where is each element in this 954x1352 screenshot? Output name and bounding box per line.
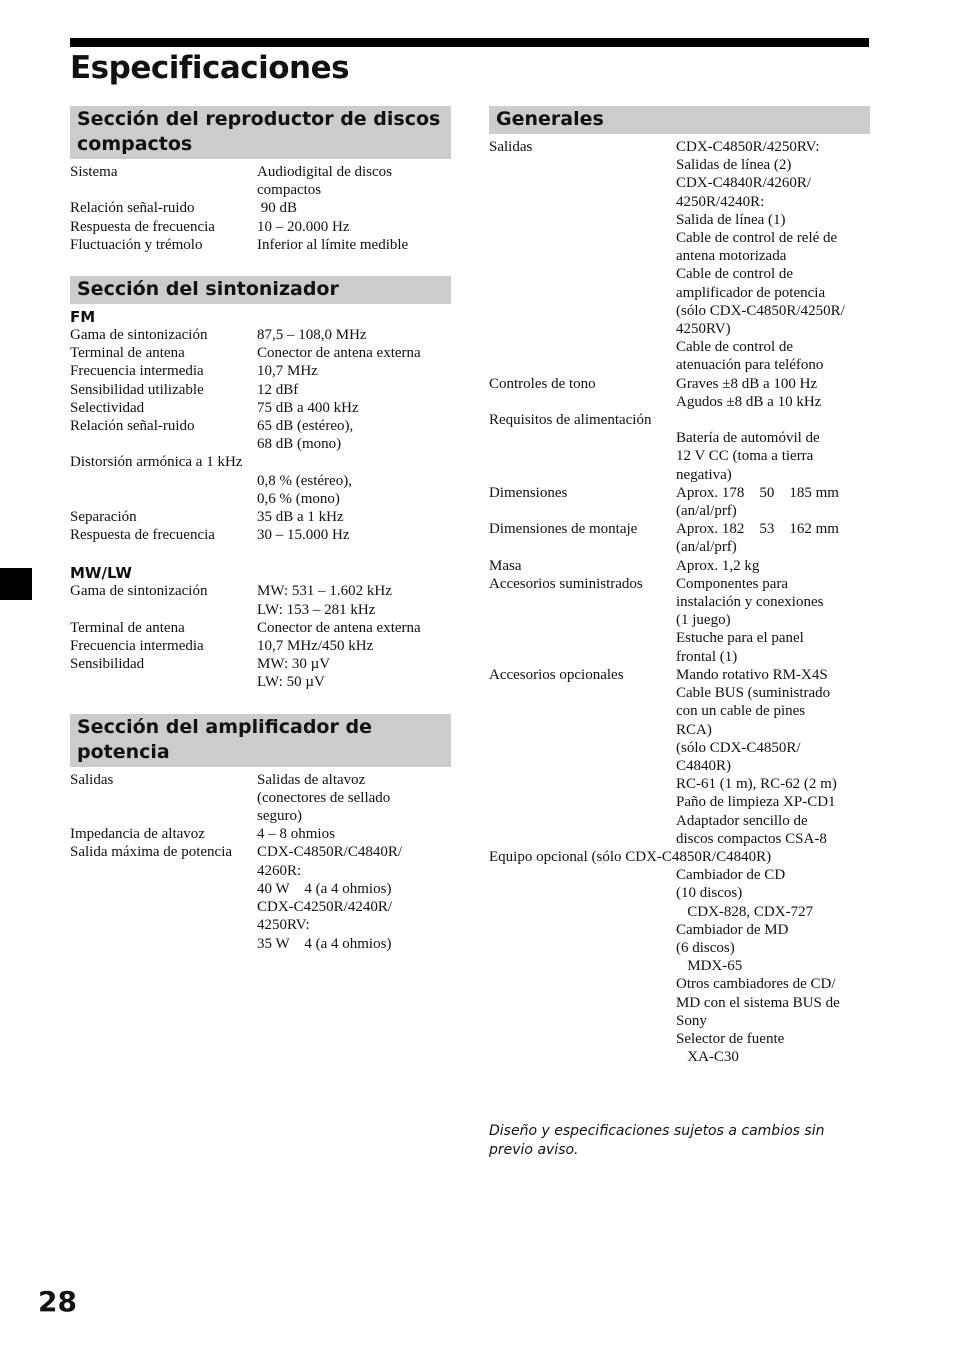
spec-row [489,484,870,502]
spec-row-continuation [70,880,451,898]
spec-row-continuation [489,284,870,302]
spec-value: 87,5 – 108,0 MHz [257,327,367,344]
spec-label: Respuesta de frecuencia [70,218,215,235]
spec-row-continuation [489,247,870,265]
spec-value: LW: 50 µV [257,674,325,691]
spec-row-continuation [489,957,870,975]
section-heading: Sección del reproductor de discos compactos [70,106,451,159]
spec-list [70,326,451,544]
spec-row [70,619,451,637]
spec-row-continuation [70,435,451,453]
spec-row-continuation [70,862,451,880]
spec-row [70,163,451,181]
spec-value: 4250RV) [676,321,731,338]
spec-value: 90 dB [257,200,298,217]
spec-row-continuation [489,174,870,192]
spec-value: Componentes para [676,575,789,592]
spec-row-continuation [489,975,870,993]
spec-row-continuation [489,1030,870,1048]
spec-value: Adaptador sencillo de [676,812,808,829]
spec-row [70,637,451,655]
footnote: Diseño y especificaciones sujetos a cambios sin previo aviso. [489,1123,825,1158]
spec-label: Masa [489,557,522,574]
spec-row [489,666,870,684]
spec-value: RCA) [676,721,712,738]
spec-row-continuation [489,429,870,447]
spec-value: LW: 153 – 281 kHz [257,601,376,618]
spec-value: 40 W 4 (a 4 ohmios) [257,880,392,897]
spec-value: CDX-C4850R/C4840R/ [257,844,403,861]
spec-label: Dimensiones de montaje [489,521,638,538]
spec-value: (1 juego) [676,612,731,629]
spec-label: Respuesta de frecuencia [70,527,215,544]
spec-row-continuation [70,789,451,807]
spec-row-continuation [489,903,870,921]
spec-value: MW: 531 – 1.602 kHz [257,583,392,600]
spec-value: 65 dB (estéreo), [257,418,354,435]
spec-row-continuation [489,338,870,356]
spec-label: Fluctuación y trémolo [70,236,203,253]
spec-value: 12 V CC (toma a tierra [676,448,814,465]
spec-label: Separación [70,509,137,526]
spec-value: Salidas de línea (2) [676,157,792,174]
spec-value: Sony [676,1012,707,1029]
spec-row-continuation [489,356,870,374]
spec-value: 0,6 % (mono) [257,490,340,507]
spec-row [70,399,451,417]
spec-row-continuation [489,866,870,884]
section-heading: Sección del sintonizador [70,276,451,304]
spec-value: Cable de control de [676,266,794,283]
spec-row-continuation [489,629,870,647]
spec-row-continuation [489,538,870,556]
right-column [489,106,870,1088]
spec-value: Cable de control de relé de [676,230,838,247]
page-number: 28 [38,1285,77,1318]
spec-row [70,381,451,399]
spec-row-continuation [489,211,870,229]
spec-value: antena motorizada [676,248,787,265]
spec-value: C4840R) [676,757,732,774]
spec-row-continuation [489,939,870,957]
spec-value: 10,7 MHz [257,363,318,380]
spec-row [70,362,451,380]
spec-value: 10 – 20.000 Hz [257,218,350,235]
spec-value: 35 W 4 (a 4 ohmios) [257,935,392,952]
spec-label: Accesorios suministrados [489,575,643,592]
spec-label: Relación señal-ruido [70,418,195,435]
spec-row-continuation [489,593,870,611]
spec-row-continuation [489,812,870,830]
spec-row [70,582,451,600]
spec-row [489,575,870,593]
spec-row-continuation [489,156,870,174]
spec-value: (10 discos) [676,885,743,902]
spec-row-continuation [489,921,870,939]
spec-row-continuation [70,490,451,508]
spec-value: CDX-C4850R/4250RV: [676,139,820,155]
spec-row [70,526,451,544]
spec-row-continuation [489,994,870,1012]
spec-row [70,825,451,843]
spec-row [70,417,451,435]
spec-value: CDX-828, CDX-727 [676,903,814,920]
spec-row [70,453,451,471]
spec-value: (an/al/prf) [676,503,737,520]
spec-value: Graves ±8 dB a 100 Hz [676,375,818,392]
spec-value: Aprox. 1,2 kg [676,557,760,574]
section-general [489,106,870,1066]
spec-label: Accesorios opcionales [489,666,624,683]
spec-row-continuation [489,265,870,283]
left-column [70,106,451,975]
spec-row-continuation [489,721,870,739]
spec-value: Conector de antena externa [257,619,421,636]
spec-value: Audiodigital de discos [257,164,392,180]
spec-value: Cable de control de [676,339,794,356]
spec-value: (an/al/prf) [676,539,737,556]
spec-value: XA-C30 [676,1049,739,1066]
spec-value: (sólo CDX-C4850R/ [676,739,801,756]
spec-label: Salidas [70,771,114,788]
spec-row-continuation [70,935,451,953]
spec-row-continuation [70,181,451,199]
spec-row-continuation [70,807,451,825]
spec-value: Otros cambiadores de CD/ [676,976,836,993]
spec-label: Distorsión armónica a 1 kHz [70,454,243,471]
spec-row-continuation [489,775,870,793]
spec-row-continuation [489,393,870,411]
spec-row [489,138,870,156]
spec-value: Mando rotativo RM-X4S [676,666,828,683]
spec-value: MDX-65 [676,958,743,975]
spec-row-continuation [489,739,870,757]
spec-value: seguro) [257,808,302,825]
spec-row [70,655,451,673]
spec-value: atenuación para teléfono [676,357,824,374]
spec-value: compactos [257,182,322,199]
spec-label: Salida máxima de potencia [70,844,233,861]
spec-label: Selectividad [70,399,145,416]
spec-row [70,771,451,789]
spec-label: Gama de sintonización [70,583,208,600]
spec-value: MW: 30 µV [257,656,331,673]
spec-list [70,163,451,254]
spec-row-continuation [70,898,451,916]
spec-label: Sensibilidad utilizable [70,381,204,398]
spec-row-continuation [489,757,870,775]
spec-value: Batería de automóvil de [676,430,820,447]
spec-row [70,843,451,861]
spec-label: Equipo opcional (sólo CDX-C4850R/C4840R) [489,848,772,865]
spec-value: RC-61 (1 m), RC-62 (2 m) [676,776,837,793]
spec-row-continuation [489,229,870,247]
spec-value: Paño de limpieza XP-CD1 [676,794,836,811]
spec-value: 0,8 % (estéreo), [257,472,352,489]
spec-value: Aprox. 182 53 162 mm [676,521,839,538]
spec-value: 12 dBf [257,381,299,398]
spec-label: Dimensiones [489,484,568,501]
spec-row-continuation [489,302,870,320]
spec-value: 4250R/4240R: [676,193,765,210]
spec-row [489,411,870,429]
spec-value: MD con el sistema BUS de [676,994,840,1011]
spec-row-continuation [489,466,870,484]
spec-value: 4 – 8 ohmios [257,826,335,843]
spec-value: CDX-C4250R/4240R/ [257,899,393,916]
spec-row-continuation [489,193,870,211]
spec-row [489,375,870,393]
spec-list [489,138,870,1066]
spec-label: Controles de tono [489,375,596,392]
spec-row-continuation [489,1012,870,1030]
section-cd-player [70,106,451,254]
spec-row-continuation [489,320,870,338]
section-power-amplifier [70,714,451,953]
spec-value: 30 – 15.000 Hz [257,527,350,544]
spec-row-continuation [489,502,870,520]
spec-row [70,326,451,344]
spec-value: Agudos ±8 dB a 10 kHz [676,393,822,410]
spec-label: Frecuencia intermedia [70,363,204,380]
spec-row [489,848,870,866]
spec-value: Inferior al límite medible [257,236,409,253]
spec-value: 4250RV: [257,917,310,934]
spec-value: con un cable de pines [676,703,806,720]
spec-label: Relación señal-ruido [70,200,195,217]
spec-row [489,520,870,538]
spec-row-continuation [489,684,870,702]
spec-row-continuation [489,884,870,902]
spec-row [70,218,451,236]
spec-label: Impedancia de altavoz [70,826,205,843]
spec-row-continuation [489,702,870,720]
spec-row-continuation [70,601,451,619]
spec-value: 75 dB a 400 kHz [257,399,359,416]
spec-value: Conector de antena externa [257,345,421,362]
spec-value: 68 dB (mono) [257,436,342,453]
subheading-fm: FM [70,308,96,327]
spec-value: Estuche para el panel [676,630,804,647]
spec-value: discos compactos CSA-8 [676,830,827,847]
spec-row-continuation [70,472,451,490]
spec-value: Cambiador de CD [676,867,786,884]
spec-row [70,236,451,254]
spec-value: negativa) [676,466,732,483]
section-heading: Sección del amplificador de potencia [70,714,451,767]
spec-value: instalación y conexiones [676,594,824,611]
spec-row [70,508,451,526]
spec-value: frontal (1) [676,648,738,665]
spec-value: (conectores de sellado [257,789,391,806]
spec-value: 4260R: [257,862,302,879]
spec-label: Salidas [489,139,533,155]
section-tuner [70,276,451,692]
section-heading: Generales [489,106,870,134]
spec-value: 10,7 MHz/450 kHz [257,638,374,655]
spec-row [489,557,870,575]
spec-label: Frecuencia intermedia [70,638,204,655]
spec-row-continuation [489,611,870,629]
thumb-tab-marker [0,568,32,600]
spec-value: Cambiador de MD [676,921,789,938]
spec-label: Sensibilidad [70,656,145,673]
spec-value: 35 dB a 1 kHz [257,509,344,526]
spec-row-continuation [489,793,870,811]
spec-row-continuation [70,916,451,934]
spec-value: CDX-C4840R/4260R/ [676,175,812,192]
spec-label: Requisitos de alimentación [489,412,652,429]
spec-value: Cable BUS (suministrado [676,685,831,702]
spec-row [70,344,451,362]
spec-value: Salida de línea (1) [676,211,786,228]
spec-list [70,582,451,691]
spec-row-continuation [489,447,870,465]
spec-value: (sólo CDX-C4850R/4250R/ [676,302,845,319]
page-title: Especificaciones [70,50,350,86]
spec-label: Gama de sintonización [70,327,208,344]
spec-row-continuation [70,673,451,691]
spec-value: amplificador de potencia [676,284,826,301]
spec-label: Sistema [70,164,118,180]
spec-row-continuation [489,830,870,848]
spec-value: Selector de fuente [676,1030,785,1047]
spec-row-continuation [489,648,870,666]
spec-label: Terminal de antena [70,619,185,636]
spec-value: Aprox. 178 50 185 mm [676,484,839,501]
spec-list [70,771,451,953]
spec-row-continuation [489,1048,870,1066]
spec-label: Terminal de antena [70,345,185,362]
spec-row [70,199,451,217]
spec-value: Salidas de altavoz [257,771,366,788]
subheading-mwlw: MW/LW [70,564,132,583]
spec-value: (6 discos) [676,939,735,956]
